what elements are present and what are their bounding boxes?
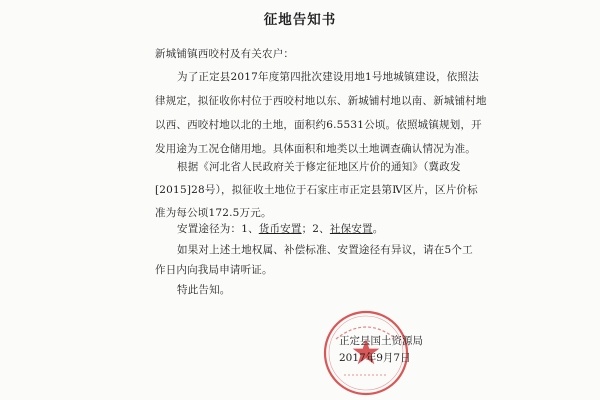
issue-date: 2017年9月7日	[339, 352, 411, 364]
paragraph-4-line-1: 如果对上述土地权属、补偿标准、安置途径有异议，请在5个工	[177, 244, 473, 256]
resettlement-option-social-security: 社保安置	[329, 223, 373, 235]
paragraph-1-line-4: 发用途为工况仓储用地。具体面积和地类以土地调查确认情况为准。	[155, 143, 476, 155]
resettlement-separator: ；2、	[301, 223, 330, 235]
paragraph-2-line-3: 准为每公顷172.5万元。	[155, 207, 272, 219]
paragraph-3	[177, 223, 383, 235]
page-title: 征地告知书	[263, 12, 337, 28]
paragraph-1-line-2: 律规定，拟征收你村位于西咬村地以东、新城铺村地以南、新城铺村地	[155, 95, 487, 107]
paragraph-1-line-3: 以西、西咬村地以北的土地，面积约6.5531公顷。依照城镇规划，开	[155, 119, 482, 131]
closing-text: 特此告知。	[177, 284, 231, 296]
resettlement-prefix: 安置途径为：1、	[177, 223, 259, 235]
resettlement-option-cash: 货币安置	[258, 223, 302, 235]
resettlement-suffix: 。	[372, 223, 384, 235]
paragraph-2-line-2: [2015]28号），拟征收土地位于石家庄市正定县第Ⅳ区片，区片价标	[155, 184, 478, 196]
salutation: 新城铺镇西咬村及有关农户：	[155, 48, 295, 60]
issuing-organization: 正定县国土资源局	[339, 335, 423, 347]
paragraph-2-line-1: 根据《河北省人民政府关于修定征地区片价的通知》（冀政发	[177, 161, 461, 173]
paragraph-4-line-2: 作日内向我局申请听证。	[155, 264, 273, 276]
paragraph-1-line-1: 为了正定县2017年度第四批次建设用地1号地城镇建设，依照法	[177, 71, 479, 83]
